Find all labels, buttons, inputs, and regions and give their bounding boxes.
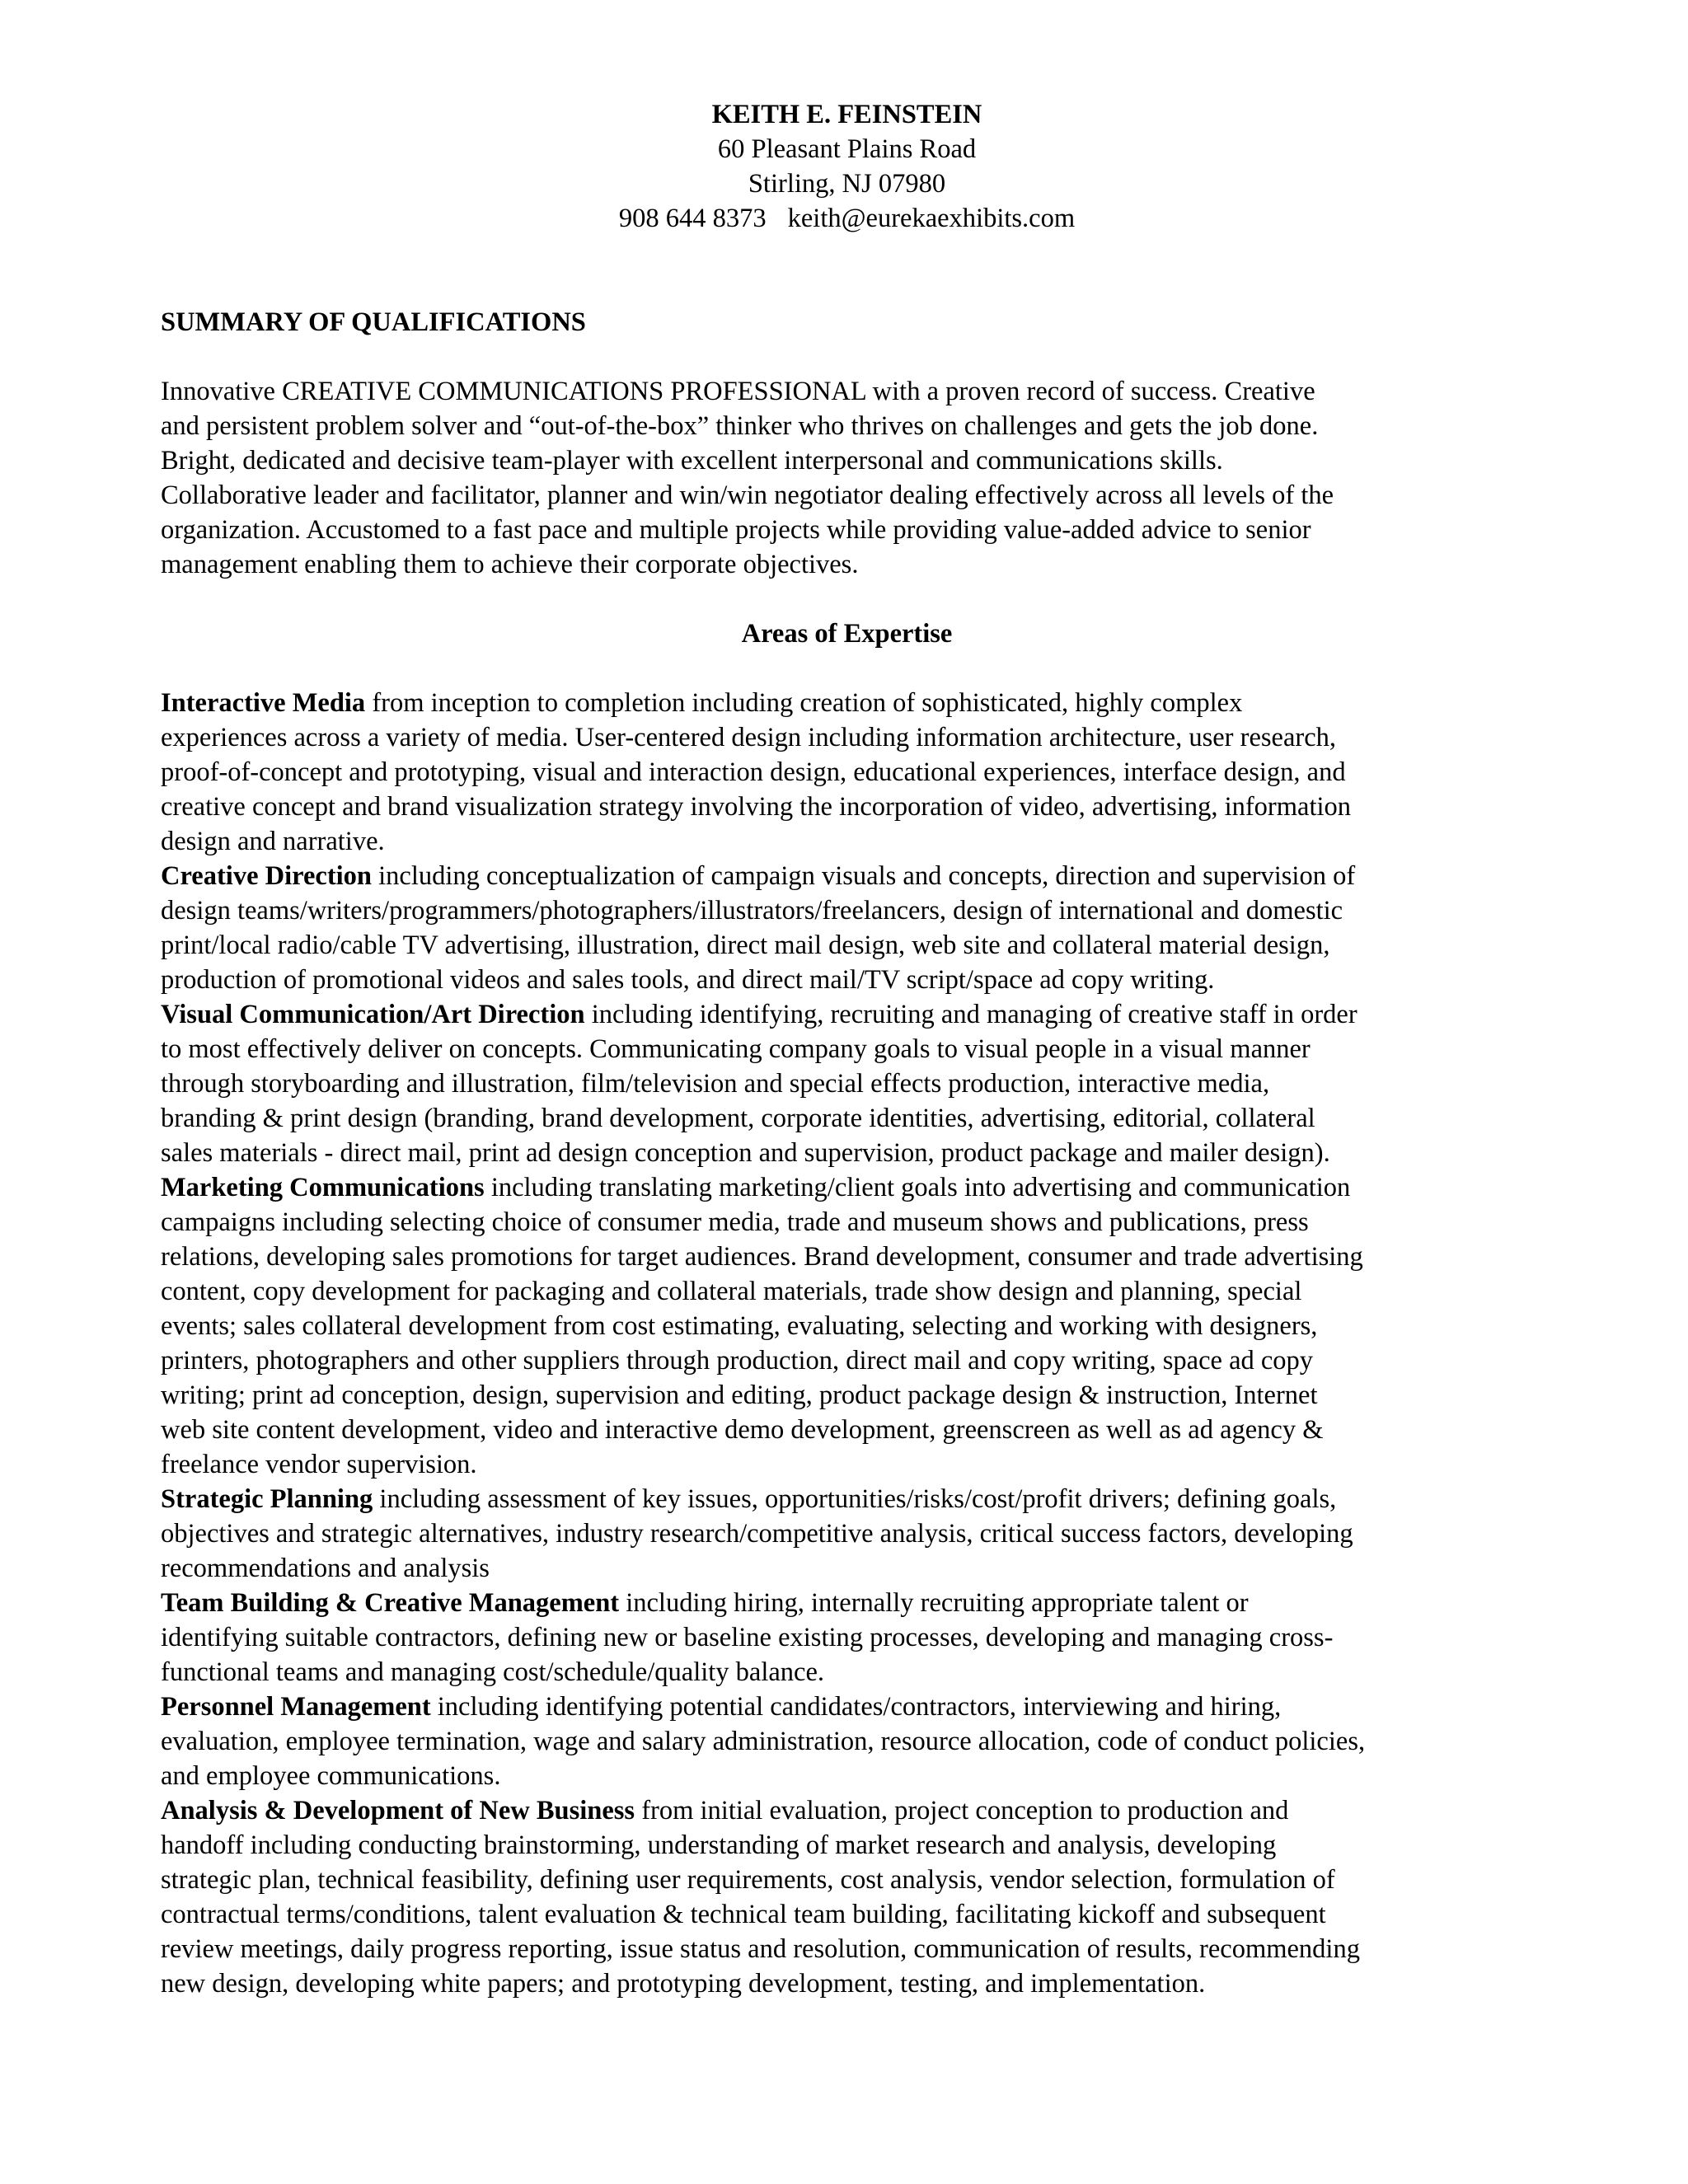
contact-line: [161, 201, 1533, 236]
expertise-item-personnel-management: [161, 1690, 1533, 1793]
expertise-text: including hiring, internally recruiting appropriate talent or: [619, 1588, 1249, 1618]
expertise-line: handoff including conducting brainstorming, understanding of market research and analysis, developing: [161, 1830, 1277, 1860]
expertise-term: Interactive Media: [161, 688, 366, 718]
expertise-line: web site content development, video and interactive demo development, greenscreen as well as ad agency &: [161, 1415, 1324, 1445]
expertise-line: relations, developing sales promotions for target audiences. Brand development, consumer and trade advertising: [161, 1242, 1363, 1272]
expertise-line: objectives and strategic alternatives, industry research/competitive analysis, critical success factors, developing: [161, 1519, 1353, 1549]
expertise-text: including identifying, recruiting and managing of creative staff in order: [584, 1000, 1357, 1029]
summary-line: Innovative CREATIVE COMMUNICATIONS PROFESSIONAL with a proven record of success. Creative: [161, 377, 1315, 406]
summary-paragraph: [161, 374, 1533, 582]
expertise-text: including assessment of key issues, opportunities/risks/cost/profit drivers; defining goals,: [373, 1484, 1337, 1514]
expertise-line: proof-of-concept and prototyping, visual and interaction design, educational experiences, interface design, and: [161, 757, 1346, 787]
expertise-first-line: [161, 1793, 1533, 1828]
expertise-item-visual-communication: [161, 997, 1533, 1170]
expertise-line: experiences across a variety of media. User-centered design including information architecture, user research,: [161, 723, 1337, 752]
email-address: keith@eurekaexhibits.com: [787, 204, 1076, 233]
expertise-line: printers, photographers and other suppliers through production, direct mail and copy writing, space ad copy: [161, 1346, 1314, 1376]
expertise-line: strategic plan, technical feasibility, defining user requirements, cost analysis, vendor selection, formulation of: [161, 1865, 1335, 1895]
expertise-first-line: [161, 1586, 1533, 1620]
expertise-item-marketing-communications: [161, 1170, 1533, 1482]
expertise-term: Analysis & Development of New Business: [161, 1796, 635, 1825]
expertise-line: and employee communications.: [161, 1761, 501, 1791]
expertise-item-interactive-media: [161, 686, 1533, 859]
expertise-term: Visual Communication/Art Direction: [161, 1000, 585, 1029]
expertise-term: Strategic Planning: [161, 1484, 373, 1514]
areas-of-expertise-heading: Areas of Expertise: [741, 619, 953, 649]
summary-line: Collaborative leader and facilitator, planner and win/win negotiator dealing effectively across all levels of the: [161, 480, 1334, 510]
expertise-first-line: [161, 1170, 1533, 1205]
expertise-line: review meetings, daily progress reporting, issue status and resolution, communication of results, recommending: [161, 1934, 1360, 1964]
candidate-name: KEITH E. FEINSTEIN: [711, 100, 982, 129]
expertise-line: content, copy development for packaging and collateral materials, trade show design and planning, special: [161, 1277, 1302, 1306]
expertise-first-line: [161, 1482, 1533, 1516]
summary-heading: SUMMARY OF QUALIFICATIONS: [161, 307, 586, 337]
expertise-item-team-building: [161, 1586, 1533, 1690]
summary-line: and persistent problem solver and “out-of-the-box” thinker who thrives on challenges and gets the job done.: [161, 411, 1319, 441]
expertise-text: including conceptualization of campaign visuals and concepts, direction and supervision of: [372, 861, 1356, 891]
expertise-line: through storyboarding and illustration, film/television and special effects production, interactive media,: [161, 1069, 1270, 1099]
expertise-text: from initial evaluation, project conception to production and: [635, 1796, 1289, 1825]
expertise-line: new design, developing white papers; and prototyping development, testing, and implementation.: [161, 1969, 1206, 1999]
expertise-term: Marketing Communications: [161, 1173, 485, 1202]
expertise-line: design and narrative.: [161, 827, 385, 856]
expertise-term: Personnel Management: [161, 1692, 431, 1722]
expertise-first-line: [161, 859, 1533, 893]
expertise-line: functional teams and managing cost/schedule/quality balance.: [161, 1657, 825, 1687]
expertise-first-line: [161, 997, 1533, 1032]
resume-page: [161, 97, 1533, 2001]
expertise-line: recommendations and analysis: [161, 1554, 490, 1583]
expertise-line: creative concept and brand visualization strategy involving the incorporation of video, advertising, information: [161, 792, 1352, 822]
summary-line: organization. Accustomed to a fast pace and multiple projects while providing value-added advice to senior: [161, 515, 1311, 545]
expertise-line: events; sales collateral development from cost estimating, evaluating, selecting and working with designers,: [161, 1311, 1318, 1341]
expertise-term: Creative Direction: [161, 861, 373, 891]
expertise-line: sales materials - direct mail, print ad design conception and supervision, product package and mailer design).: [161, 1138, 1330, 1168]
expertise-first-line: [161, 1690, 1533, 1724]
expertise-line: contractual terms/conditions, talent evaluation & technical team building, facilitating kickoff and subsequent: [161, 1900, 1326, 1929]
expertise-first-line: [161, 686, 1533, 720]
expertise-item-new-business: [161, 1793, 1533, 2001]
areas-list: [161, 686, 1533, 2001]
expertise-text: from inception to completion including creation of sophisticated, highly complex: [365, 688, 1243, 718]
expertise-line: writing; print ad conception, design, supervision and editing, product package design & instruction, Internet: [161, 1380, 1318, 1410]
expertise-text: including translating marketing/client goals into advertising and communication: [484, 1173, 1351, 1202]
resume-header: [161, 97, 1533, 236]
expertise-line: identifying suitable contractors, defining new or baseline existing processes, developing and managing cross-: [161, 1623, 1334, 1652]
address-line-1: 60 Pleasant Plains Road: [717, 134, 977, 164]
expertise-line: campaigns including selecting choice of consumer media, trade and museum shows and publications, press: [161, 1207, 1309, 1237]
expertise-item-creative-direction: [161, 859, 1533, 997]
expertise-line: production of promotional videos and sales tools, and direct mail/TV script/space ad copy writing.: [161, 965, 1215, 995]
address-line-2: Stirling, NJ 07980: [748, 169, 946, 199]
phone-number: 908 644 8373: [618, 204, 767, 233]
expertise-item-strategic-planning: [161, 1482, 1533, 1586]
expertise-line: evaluation, employee termination, wage and salary administration, resource allocation, code of conduct policies,: [161, 1727, 1366, 1756]
expertise-line: freelance vendor supervision.: [161, 1450, 477, 1479]
summary-line: management enabling them to achieve their corporate objectives.: [161, 550, 859, 579]
expertise-text: including identifying potential candidates/contractors, interviewing and hiring,: [430, 1692, 1282, 1722]
summary-line: Bright, dedicated and decisive team-player with excellent interpersonal and communications skills.: [161, 446, 1223, 476]
expertise-line: to most effectively deliver on concepts. Communicating company goals to visual people in a visual manner: [161, 1034, 1311, 1064]
expertise-line: branding & print design (branding, brand development, corporate identities, advertising, editorial, collateral: [161, 1104, 1315, 1133]
expertise-line: design teams/writers/programmers/photographers/illustrators/freelancers, design of international and domestic: [161, 896, 1343, 926]
expertise-line: print/local radio/cable TV advertising, illustration, direct mail design, web site and collateral material design,: [161, 930, 1330, 960]
expertise-term: Team Building & Creative Management: [161, 1588, 620, 1618]
